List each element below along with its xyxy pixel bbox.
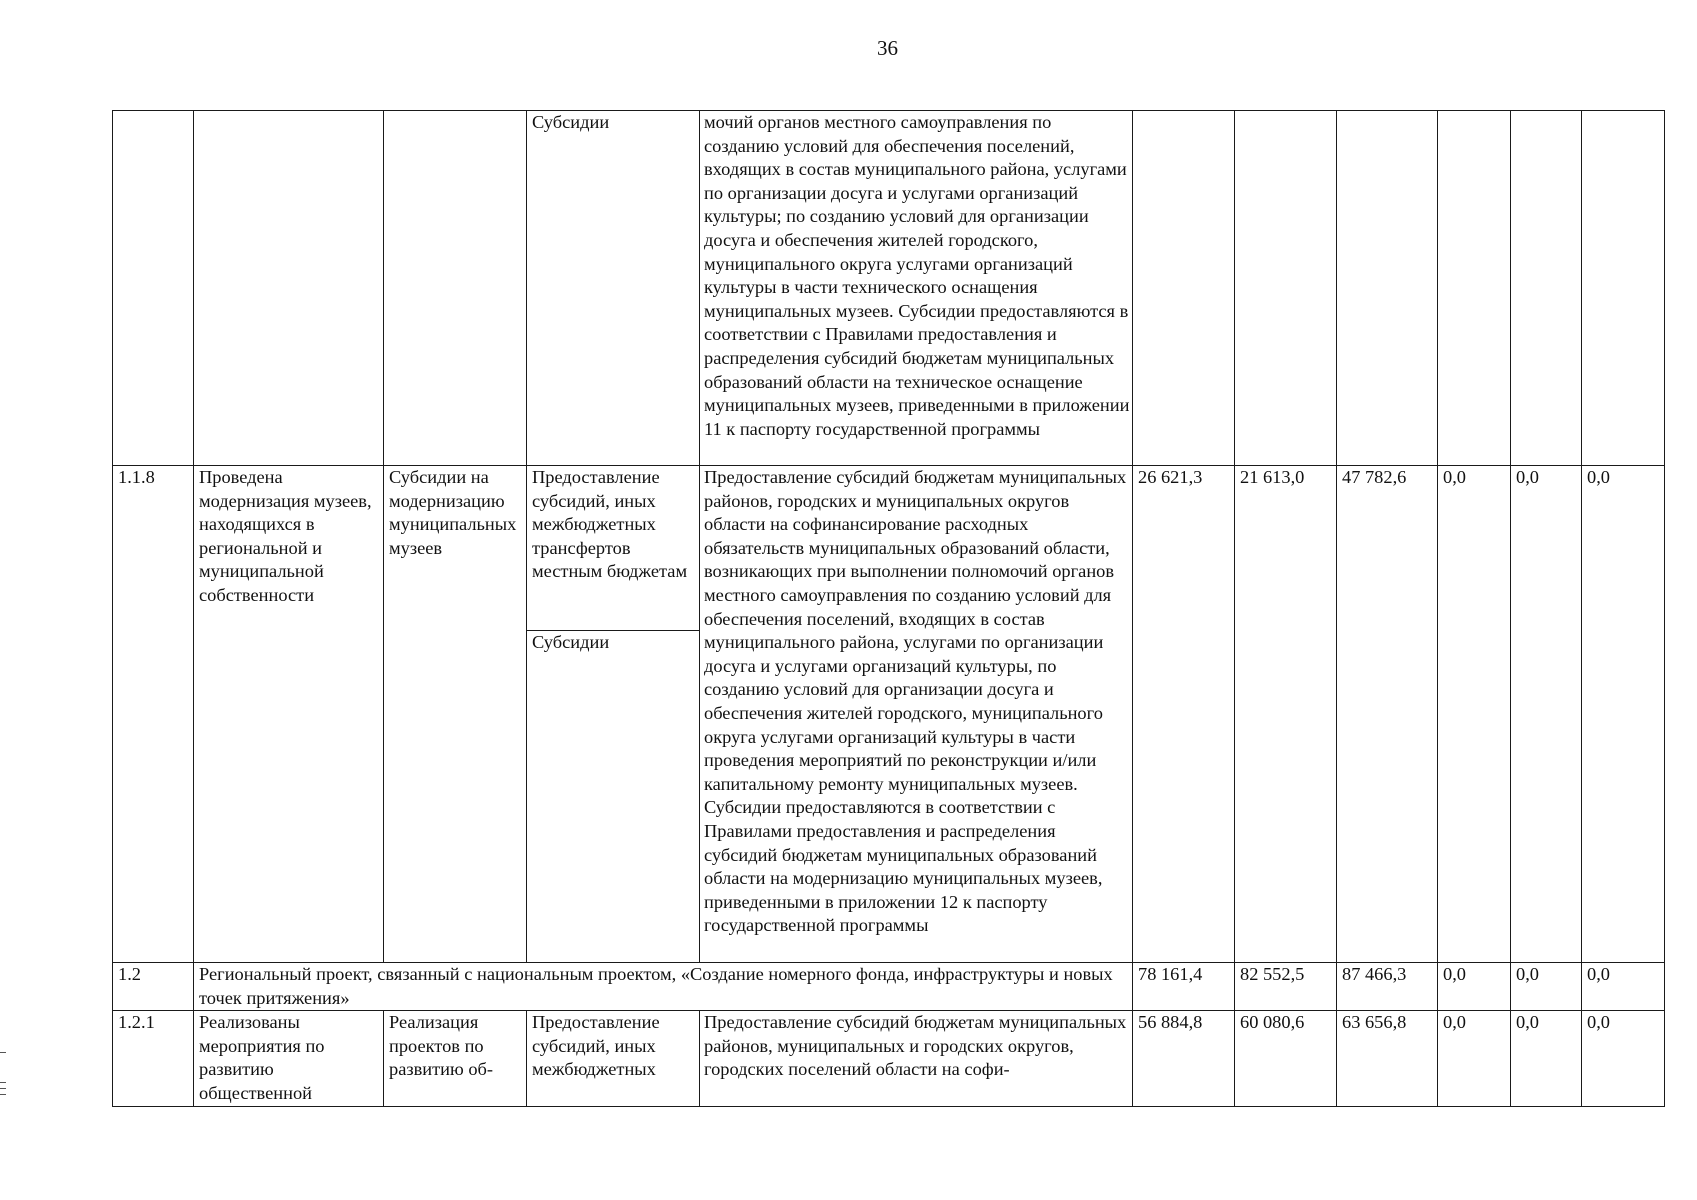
cell-value: 63 656,8 xyxy=(1337,1011,1438,1106)
cell-value: 0,0 xyxy=(1438,1011,1511,1106)
scan-edge-mark xyxy=(0,1088,6,1089)
cell-value: 0,0 xyxy=(1582,466,1665,963)
cell-value: 0,0 xyxy=(1438,466,1511,963)
cell-value xyxy=(1235,111,1337,466)
cell-value: 47 782,6 xyxy=(1337,466,1438,963)
cell-value: 0,0 xyxy=(1438,963,1511,1011)
cell-value: 0,0 xyxy=(1582,1011,1665,1106)
cell-value: 0,0 xyxy=(1511,466,1582,963)
cell-description: мочий органов местного самоуправления по созданию условий для обеспечения поселений, входящих в состав муниципального района, услугами по организации досуга и услугами организаций культуры; по созданию условий для организации досуга и обеспечения жителей городского, муниципального округа услугами организаций культуры в части технического оснащения муниципальных музеев. Субсидии предоставляются в соответствии с Правилами предоставления и распределения субсидий бюджетам муниципальных образований области на техническое оснащение муниципальных музеев, приведенными в приложении 11 к паспорту государственной программы xyxy=(700,111,1133,466)
cell-value: 56 884,8 xyxy=(1133,1011,1235,1106)
cell-mechanism xyxy=(527,466,700,963)
cell-value: 0,0 xyxy=(1511,1011,1582,1106)
cell-result: Реализованы мероприятия по развитию общественной xyxy=(194,1011,384,1106)
cell-value xyxy=(1511,111,1582,466)
cell-value xyxy=(1582,111,1665,466)
cell-value: 0,0 xyxy=(1511,963,1582,1011)
cell-event: Реализация проектов по развитию об- xyxy=(384,1011,527,1106)
cell-value: 82 552,5 xyxy=(1235,963,1337,1011)
cell-value: 78 161,4 xyxy=(1133,963,1235,1011)
cell-value xyxy=(1133,111,1235,466)
cell-result: Проведена модернизация музеев, находящихся в региональной и муниципальной собственности xyxy=(194,466,384,963)
cell-event: Субсидии на модернизацию муниципальных музеев xyxy=(384,466,527,963)
cell-result xyxy=(194,111,384,466)
page-number: 36 xyxy=(877,36,898,60)
cell-value xyxy=(1337,111,1438,466)
cell-project-title: Региональный проект, связанный с национальным проектом, «Создание номерного фонда, инфраструктуры и новых точек притяжения» xyxy=(194,963,1133,1011)
cell-num: 1.2.1 xyxy=(113,1011,194,1106)
scan-edge-mark xyxy=(0,1052,6,1053)
mechanism-subsidy: Субсидии xyxy=(532,632,610,652)
cell-num: 1.2 xyxy=(113,963,194,1011)
cell-num: 1.1.8 xyxy=(113,466,194,963)
cell-value: 60 080,6 xyxy=(1235,1011,1337,1106)
cell-value xyxy=(1438,111,1511,466)
cell-num xyxy=(113,111,194,466)
mechanism-transfer: Предоставление субсидий, иных межбюджетных трансфертов местным бюджетам xyxy=(527,466,699,631)
table-row xyxy=(113,111,1665,466)
cell-description: Предоставление субсидий бюджетам муниципальных районов, муниципальных и городских округов, городских поселений области на софи- xyxy=(700,1011,1133,1106)
cell-value: 87 466,3 xyxy=(1337,963,1438,1011)
cell-event xyxy=(384,111,527,466)
cell-mechanism: Предоставление субсидий, иных межбюджетных xyxy=(527,1011,700,1106)
cell-description: Предоставление субсидий бюджетам муниципальных районов, городских и муниципальных округов области на софинансирование расходных обязательств муниципальных образований области, возникающих при выполнении полномочий органов местного самоуправления по созданию условий для обеспечения поселений, входящих в состав муниципального района, услугами по организации досуга и услугами организаций культуры, по созданию условий для организации досуга и обеспечения жителей городского, муниципального округа услугами организаций культуры в части проведения мероприятий по реконструкции и/или капитальному ремонту муниципальных музеев. Субсидии предоставляются в соответствии с Правилами предоставления и распределения субсидий бюджетам муниципальных образований области на модернизацию муниципальных музеев, приведенными в приложении 12 к паспорту государственной программы xyxy=(700,466,1133,963)
scan-edge-mark xyxy=(0,1094,6,1095)
scan-edge-mark xyxy=(0,1082,6,1083)
table-row xyxy=(113,963,1665,1011)
cell-mechanism: Субсидии xyxy=(527,111,700,466)
table-row xyxy=(113,466,1665,963)
cell-value: 0,0 xyxy=(1582,963,1665,1011)
cell-value: 21 613,0 xyxy=(1235,466,1337,963)
program-table xyxy=(112,110,1665,1107)
table-row xyxy=(113,1011,1665,1106)
cell-value: 26 621,3 xyxy=(1133,466,1235,963)
